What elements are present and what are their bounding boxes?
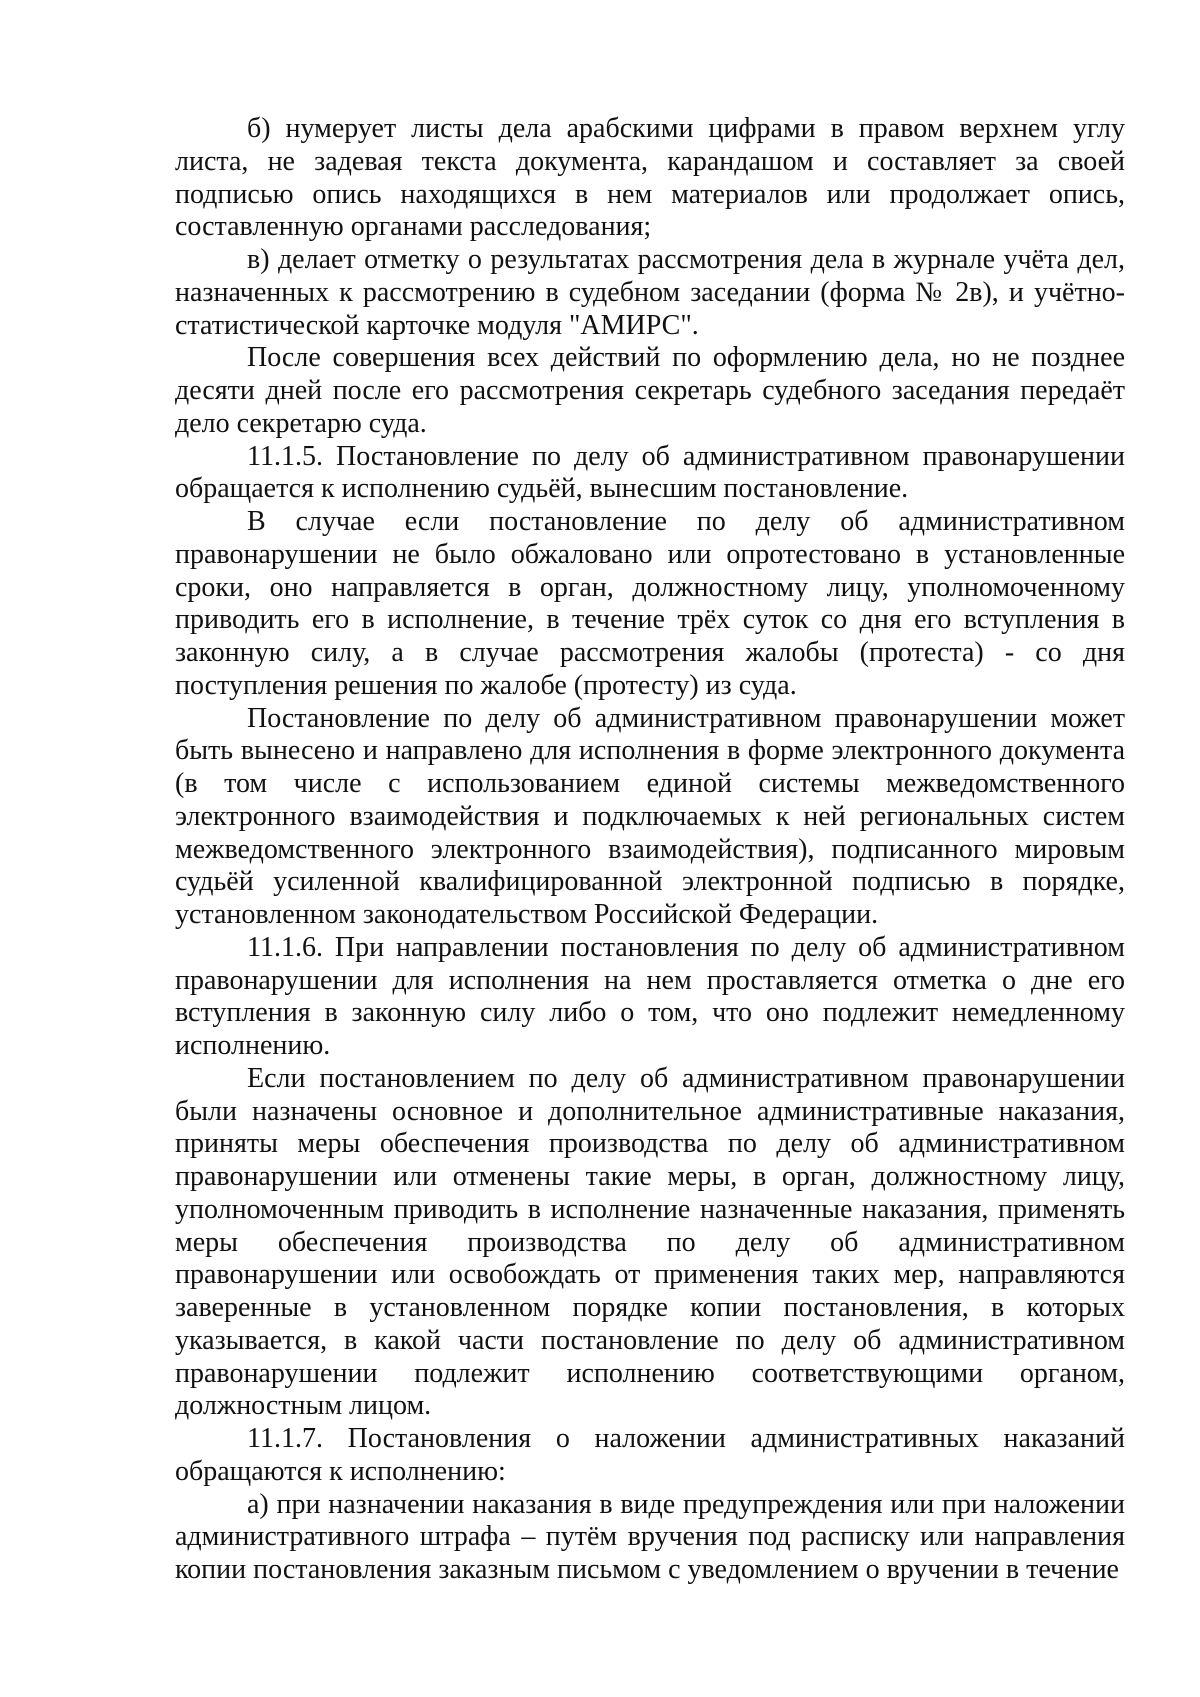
paragraph-item-a: а) при назначении наказания в виде предупреждения или при наложении административного штрафа – путём вручения под расписку или направления копии постановления заказным письмом с уведомлением о вручении в течение [175, 1488, 1125, 1585]
paragraph-11-1-6: 11.1.6. При направлении постановления по делу об административном правонарушении для исполнения на нем проставляется отметка о дне его вступления в законную силу либо о том, что оно подлежит немедленному исполнению. [175, 931, 1125, 1061]
paragraph-11-1-5: 11.1.5. Постановление по делу об административном правонарушении обращается к исполнению судьёй, вынесшим постановление. [175, 440, 1125, 505]
paragraph-transfer-to-secretary: После совершения всех действий по оформлению дела, но не позднее десяти дней после его рассмотрения секретарь судебного заседания передаёт дело секретарю суда. [175, 342, 1125, 439]
paragraph-electronic-document: Постановление по делу об административном правонарушении может быть вынесено и направлено для исполнения в форме электронного документа (в том числе с использованием единой системы межведомственного электронного взаимодействия и подключаемых к ней региональных систем межведомственного электронного взаимодействия), подписанного мировым судьёй усиленной квалифицированной электронной подписью в порядке, установленном законодательством Российской Федерации. [175, 702, 1125, 930]
paragraph-not-appealed: В случае если постановление по делу об административном правонарушении не было обжаловано или опротестовано в установленные сроки, оно направляется в орган, должностному лицу, уполномоченному приводить его в исполнение, в течение трёх суток со дня его вступления в законную силу, а в случае рассмотрения жалобы (протеста) - со дня поступления решения по жалобе (протесту) из суда. [175, 506, 1125, 701]
paragraph-item-v: в) делает отметку о результатах рассмотрения дела в журнале учёта дел, назначенных к рассмотрению в судебном заседании (форма № 2в), и учётно-статистической карточке модуля "АМИРС". [175, 244, 1125, 341]
paragraph-item-b: б) нумерует листы дела арабскими цифрами в правом верхнем углу листа, не задевая текста документа, карандашом и составляет за своей подписью опись находящихся в нем материалов или продолжает опись, составленную органами расследования; [175, 113, 1125, 243]
document-text [175, 113, 1125, 1587]
paragraph-main-and-additional-penalties: Если постановлением по делу об административном правонарушении были назначены основное и дополнительное административные наказания, приняты меры обеспечения производства по делу об административном правонарушении или отменены такие меры, в орган, должностному лицу, уполномоченным приводить в исполнение назначенные наказания, применять меры обеспечения производства по делу об административном правонарушении или освобождать от применения таких мер, направляются заверенные в установленном порядке копии постановления, в которых указывается, в какой части постановление по делу об административном правонарушении подлежит исполнению соответствующими органом, должностным лицом. [175, 1062, 1125, 1422]
paragraph-11-1-7: 11.1.7. Постановления о наложении административных наказаний обращаются к исполнению: [175, 1423, 1125, 1487]
